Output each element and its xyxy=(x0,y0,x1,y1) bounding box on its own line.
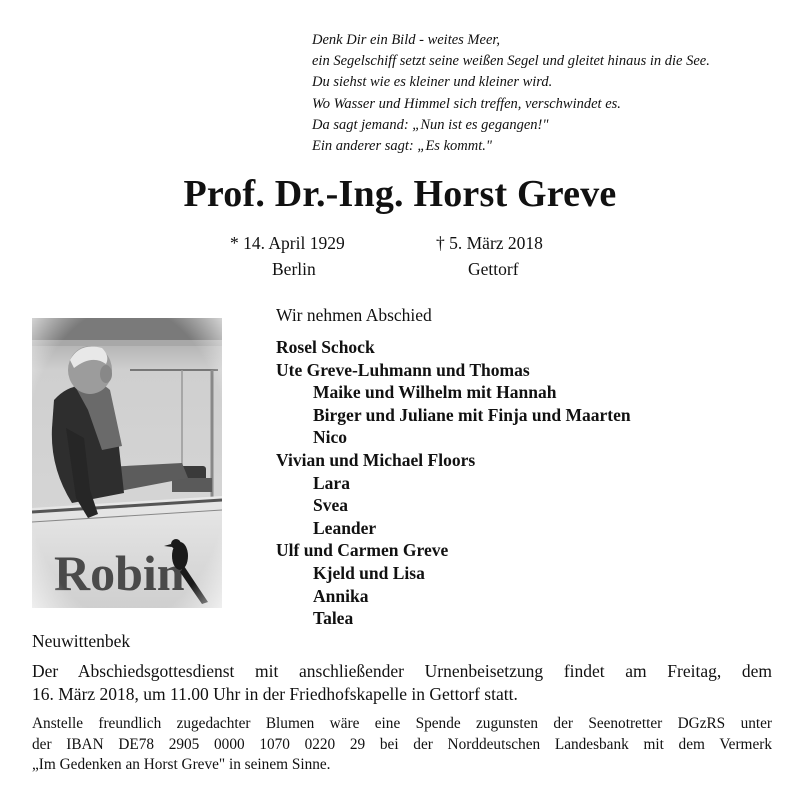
birth-date: * 14. April 1929 xyxy=(230,233,345,253)
family-member: Vivian und Michael Floors xyxy=(276,449,476,470)
poem-line: Da sagt jemand: „Nun ist es gegangen!" xyxy=(312,116,549,133)
family-member: Ute Greve-Luhmann und Thomas xyxy=(276,359,530,380)
service-notice xyxy=(32,660,772,706)
location: Neuwittenbek xyxy=(32,631,131,651)
deceased-name: Prof. Dr.-Ing. Horst Greve xyxy=(183,173,617,215)
family-member: Lara xyxy=(313,472,350,493)
family-member: Birger und Juliane mit Finja und Maarten xyxy=(313,404,631,425)
donation-line: Anstelle freundlich zugedachter Blumen wäre eine Spende zugunsten der Seenotretter DGzRS unter xyxy=(32,715,772,732)
family-member: Annika xyxy=(313,585,369,606)
poem xyxy=(312,30,782,157)
donation-line: der IBAN DE78 2905 0000 1070 0220 29 bei der Norddeutschen Landesbank mit dem Vermerk xyxy=(32,735,772,753)
family-member: Talea xyxy=(313,608,354,629)
death-info xyxy=(436,230,543,282)
poem-line: ein Segelschiff setzt seine weißen Segel und gleitet hinaus in die See. xyxy=(312,53,710,70)
death-place: Gettorf xyxy=(468,259,519,279)
service-line: Der Abschiedsgottesdienst mit anschließender Urnenbeisetzung findet am Freitag, dem xyxy=(32,661,772,681)
poem-line: Ein anderer sagt: „Es kommt." xyxy=(312,138,492,155)
donation-notice xyxy=(32,714,772,776)
family-member: Ulf und Carmen Greve xyxy=(276,540,449,561)
family-list xyxy=(276,336,631,630)
family-member: Kjeld und Lisa xyxy=(313,562,425,583)
farewell-intro: Wir nehmen Abschied xyxy=(276,305,432,325)
donation-line: „Im Gedenken an Horst Greve" in seinem Sinne. xyxy=(32,756,331,773)
poem-line: Wo Wasser und Himmel sich treffen, verschwindet es. xyxy=(312,95,621,112)
family-member: Svea xyxy=(313,495,348,516)
portrait-photo xyxy=(32,318,222,608)
family-member: Nico xyxy=(313,427,348,448)
family-member: Rosel Schock xyxy=(276,337,375,357)
birth-place: Berlin xyxy=(272,259,316,279)
death-date: † 5. März 2018 xyxy=(436,233,543,253)
service-line: 16. März 2018, um 11.00 Uhr in der Friedhofskapelle in Gettorf statt. xyxy=(32,684,518,704)
family-member: Maike und Wilhelm mit Hannah xyxy=(313,382,557,403)
family-member: Leander xyxy=(313,517,377,538)
poem-line: Du siehst wie es kleiner und kleiner wird. xyxy=(312,74,553,91)
birth-info xyxy=(230,230,345,282)
poem-line: Denk Dir ein Bild - weites Meer, xyxy=(312,32,501,48)
